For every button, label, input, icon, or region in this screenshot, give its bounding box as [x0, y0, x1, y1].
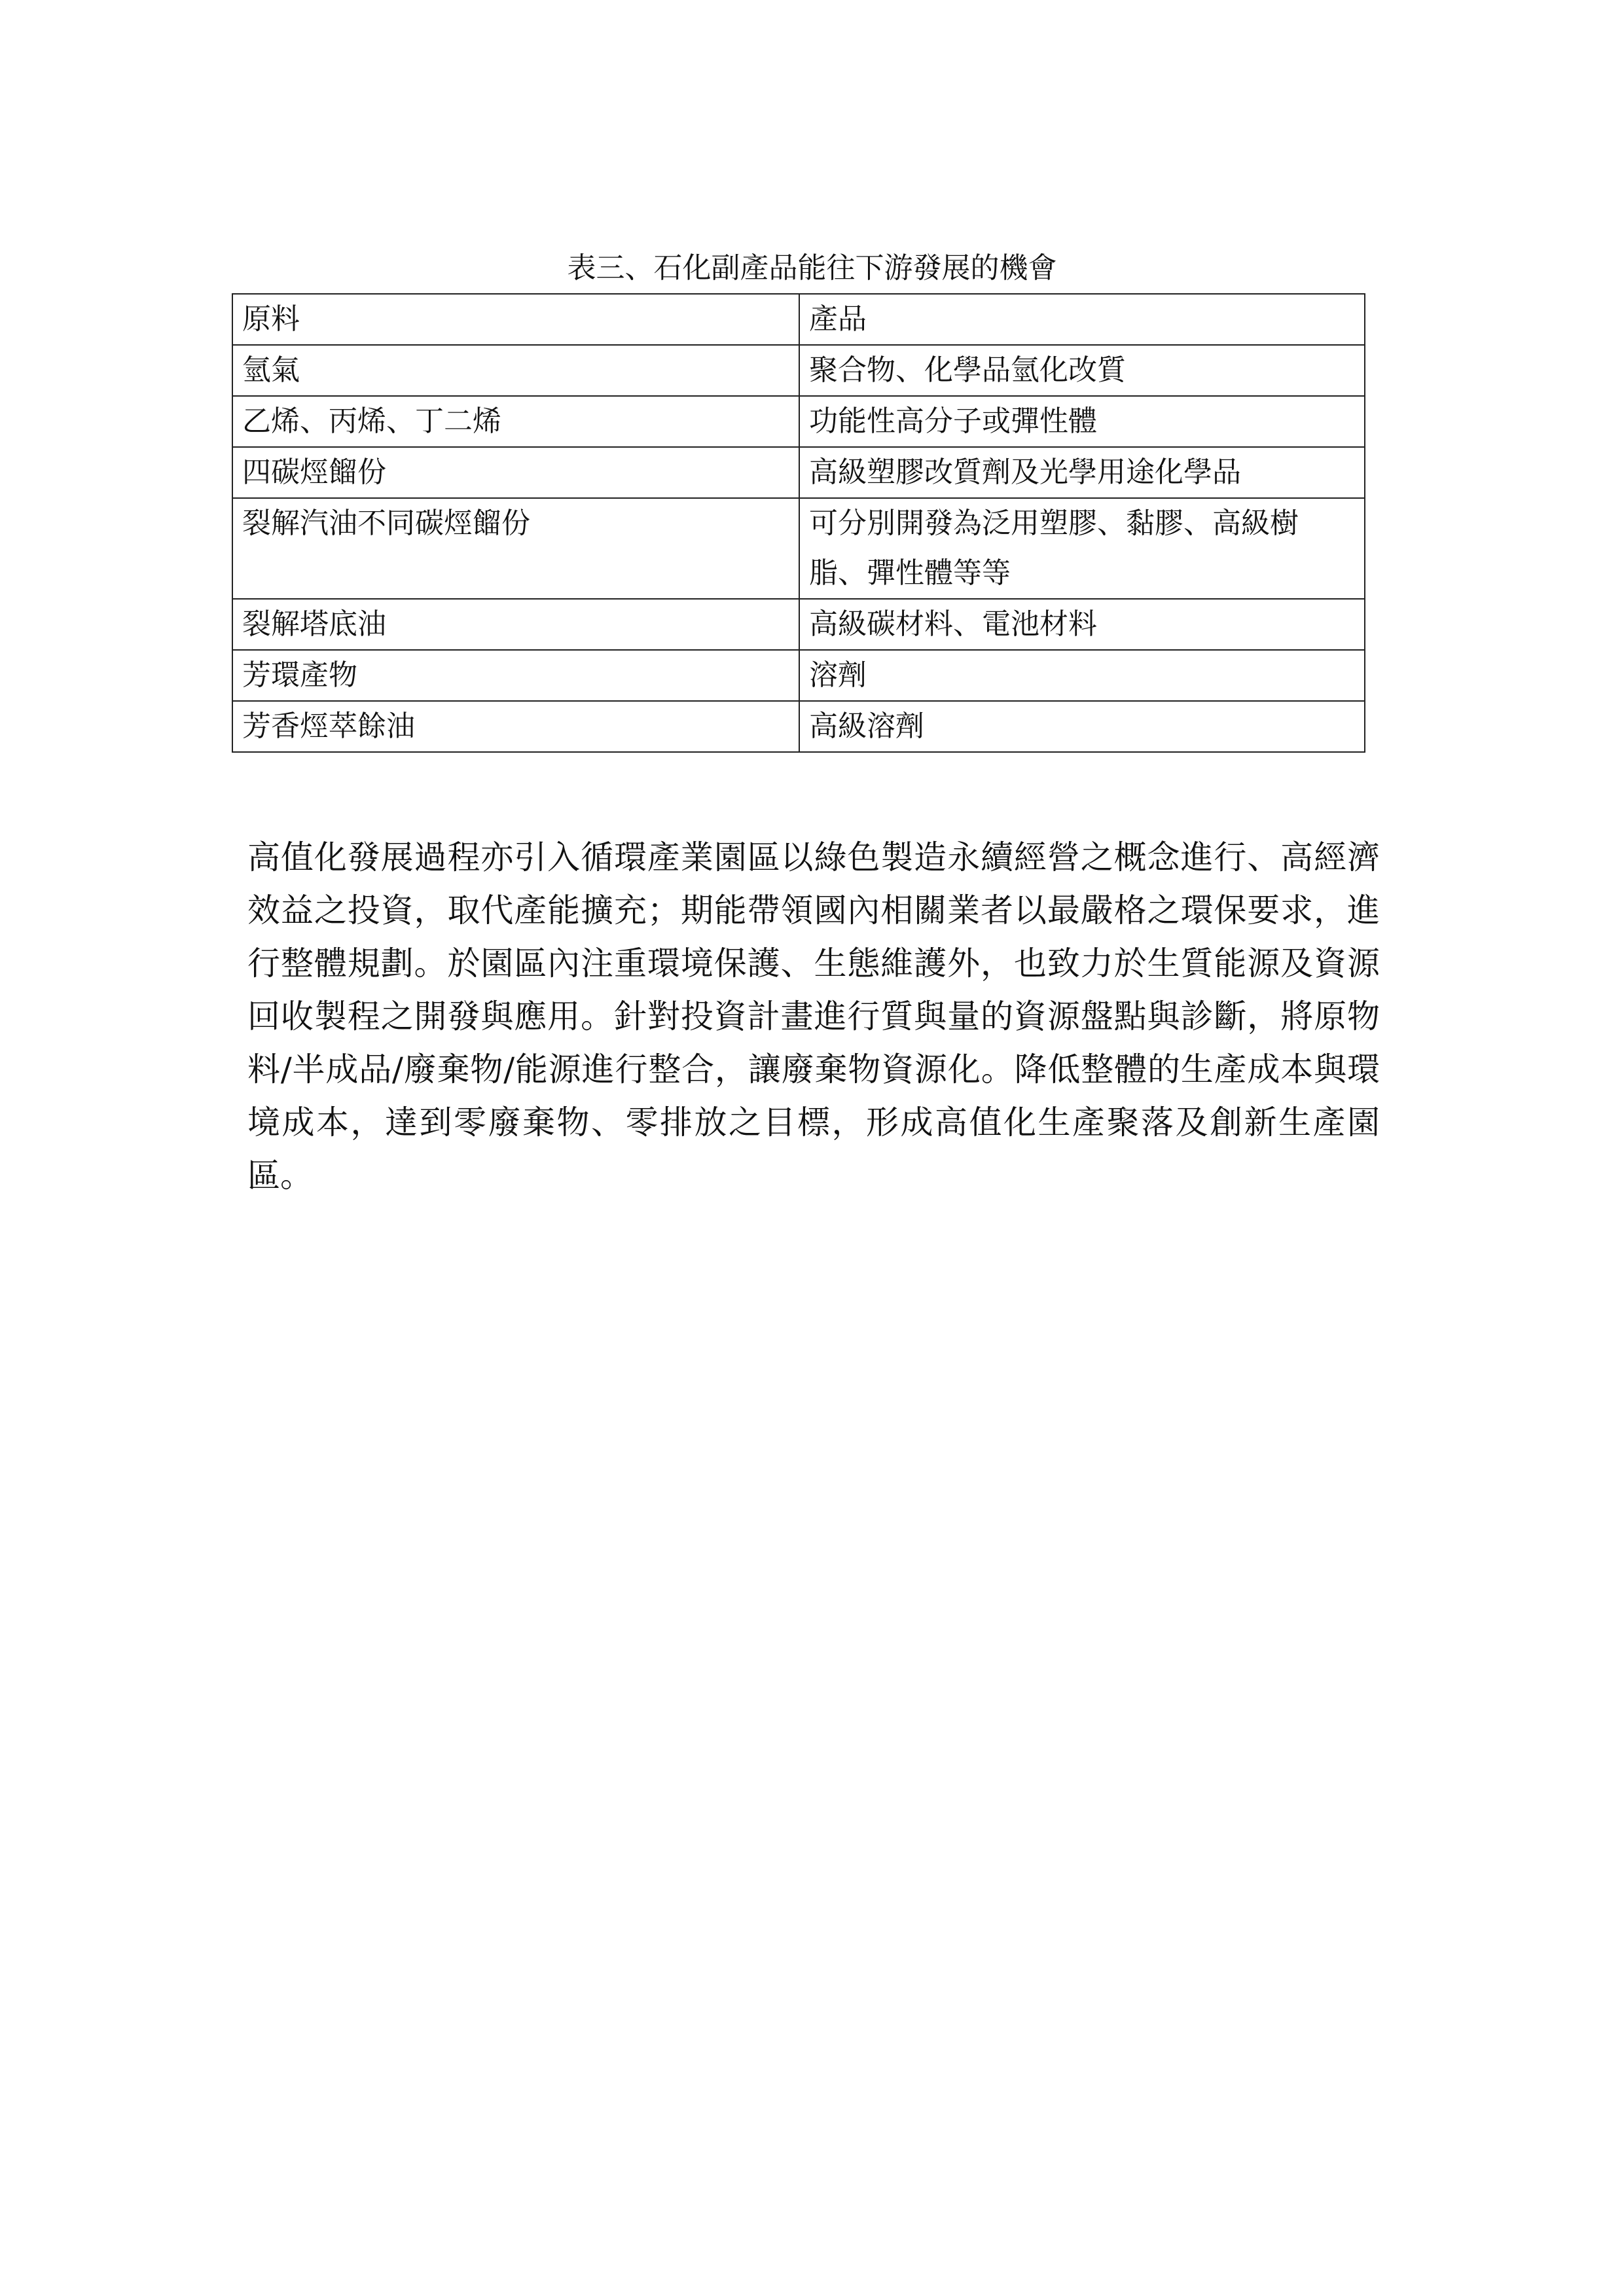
table-cell: 溶劑: [799, 650, 1365, 701]
table-caption: 表三、石化副產品能往下游發展的機會: [567, 251, 1057, 285]
table-row: [232, 701, 1365, 752]
table-row: [232, 396, 1365, 447]
table-cell: 芳環產物: [232, 650, 799, 701]
table-cell: 聚合物、化學品氫化改質: [799, 345, 1365, 396]
table-cell: 乙烯、丙烯、丁二烯: [232, 396, 799, 447]
table-row: [232, 650, 1365, 701]
table-row: [232, 599, 1365, 650]
body-paragraph: 高值化發展過程亦引入循環產業園區以綠色製造永續經營之概念進行、高經濟效益之投資，取代產能擴充；期能帶領國內相關業者以最嚴格之環保要求，進行整體規劃。於園區內注重環境保護、生態維護外，也致力於生質能源及資源回收製程之開發與應用。針對投資計畫進行質與量的資源盤點與診斷，將原物料/半成品/廢棄物/能源進行整合，讓廢棄物資源化。降低整體的生產成本與環境成本，達到零廢棄物、零排放之目標，形成高值化生產聚落及創新生產園區。: [247, 838, 1380, 1194]
table-row: [232, 447, 1365, 498]
table-header-row: [232, 294, 1365, 345]
table-cell: 高級塑膠改質劑及光學用途化學品: [799, 447, 1365, 498]
table-cell: 氫氣: [232, 345, 799, 396]
table-cell: 芳香烴萃餘油: [232, 701, 799, 752]
table-cell: 裂解汽油不同碳烴餾份: [232, 498, 799, 599]
table-cell: 高級碳材料、電池材料: [799, 599, 1365, 650]
table-cell: 高級溶劑: [799, 701, 1365, 752]
table-cell: 可分別開發為泛用塑膠、黏膠、高級樹脂、彈性體等等: [799, 498, 1365, 599]
table-cell: 功能性高分子或彈性體: [799, 396, 1365, 447]
table-row: [232, 345, 1365, 396]
table-cell: 裂解塔底油: [232, 599, 799, 650]
table-row: [232, 498, 1365, 599]
byproduct-table: [232, 293, 1365, 753]
table-cell: 四碳烴餾份: [232, 447, 799, 498]
header-cell-product: 產品: [799, 294, 1365, 345]
header-cell-raw-material: 原料: [232, 294, 799, 345]
